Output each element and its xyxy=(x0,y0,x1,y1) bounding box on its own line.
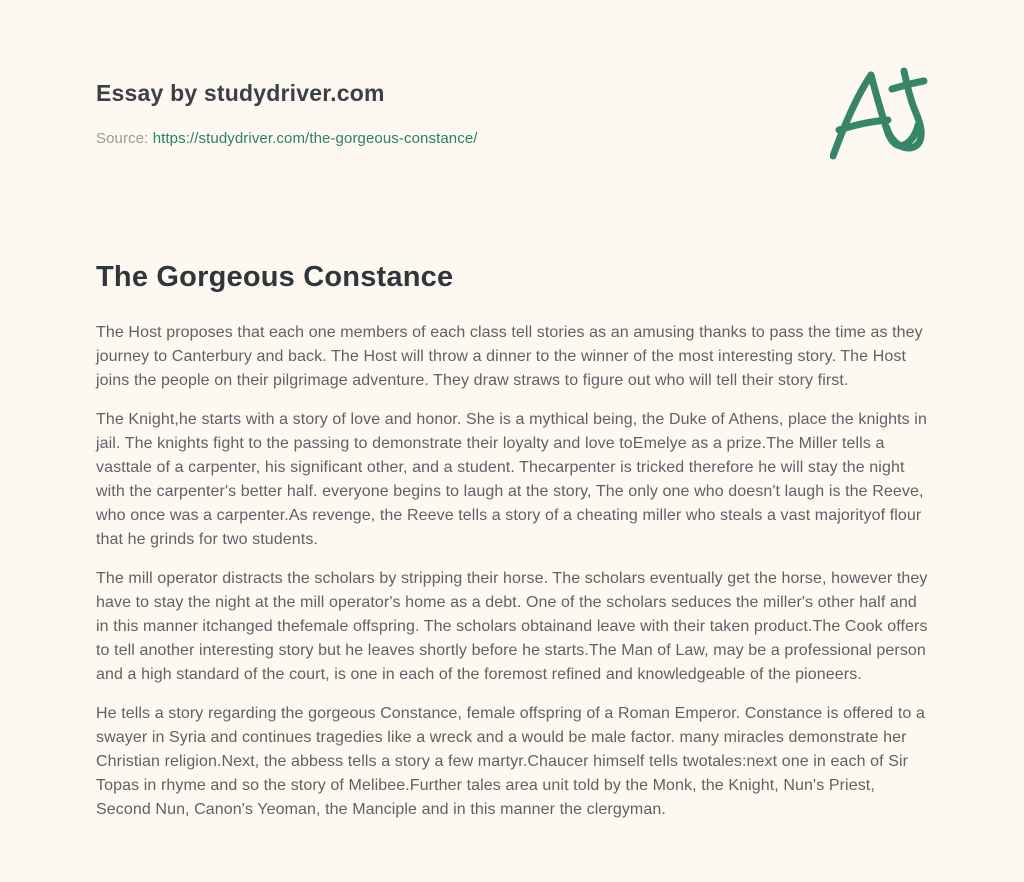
essay-paragraph: He tells a story regarding the gorgeous Constance, female offspring of a Roman Emperor. Constance is offered to a swayer in Syria and continues tragedies like a wreck and a would be male factor. many miracles demonstrate her Christian religion.Next, the abbess tells a story a few martyr.Chaucer himself tells twotales:next one in each of Sir Topas in rhyme and so the story of Melibee.Further tales area unit told by the Monk, the Knight, Nun's Priest, Second Nun, Canon's Yeoman, the Manciple and in this manner the clergyman. xyxy=(96,704,925,818)
source-link[interactable]: https://studydriver.com/the-gorgeous-constance/ xyxy=(152,129,478,147)
header-text-block xyxy=(96,60,478,147)
source-label: Source: xyxy=(96,129,149,147)
essay-paragraph: The Knight,he starts with a story of love and honor. She is a mythical being, the Duke of Athens, place the knights in jail. The knights fight to the passing to demonstrate their loyalty and love toEmelye as a prize.The Miller tells a vasttale of a carpenter, his significant other, and a student. Thecarpenter is tricked therefore he will stay the night with the carpenter's better half. everyone begins to laugh at the story, The only one who doesn't laugh is the Reeve, who once was a carpenter.As revenge, the Reeve tells a story of a cheating miller who steals a vast majorityof flour that he grinds for two students. xyxy=(96,410,927,548)
essay-body xyxy=(96,321,928,822)
page-header xyxy=(96,60,928,160)
essay-title: The Gorgeous Constance xyxy=(96,261,454,293)
essay-paragraph: The Host proposes that each one members of each class tell stories as an amusing thanks to pass the time as they journey to Canterbury and back. The Host will throw a dinner to the winner of the most interesting story. The Host joins the people on their pilgrimage adventure. They draw straws to figure out who will tell their story first. xyxy=(96,323,923,389)
a-plus-logo-icon xyxy=(830,60,930,160)
essay-paragraph: The mill operator distracts the scholars by stripping their horse. The scholars eventually get the horse, however they have to stay the night at the mill operator's home as a debt. One of the scholars seduces the miller's other half and in this manner itchanged thefemale offspring. The scholars obtainand leave with their taken product.The Cook offers to tell another interesting story but he leaves shortly before he starts.The Man of Law, may be a professional person and a high standard of the court, is one in each of the foremost refined and knowledgeable of the pioneers. xyxy=(96,569,928,683)
site-title: Essay by studydriver.com xyxy=(96,80,385,106)
source-line xyxy=(96,130,478,147)
